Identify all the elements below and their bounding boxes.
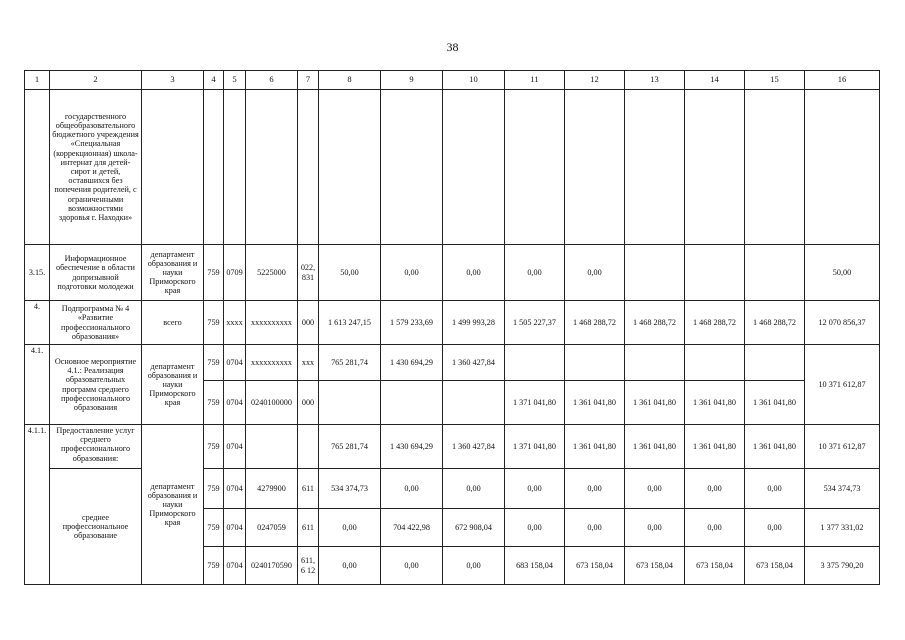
header-cell: 5: [224, 71, 246, 90]
header-row: [25, 71, 880, 90]
row-name: среднее профессиональное образование: [50, 469, 142, 585]
row-name: государственного общеобразовательного бюджетного учреждения «Специальная (коррекционная) школа-интернат для детей-сирот и детей, оставшихся без попечения родителей, с ограниченными возможностями здоровья г. Находки»: [50, 90, 142, 245]
row-executor: департамент образования и науки Приморского края: [142, 345, 204, 425]
row-name: Подпрограмма № 4 «Развитие профессионального образования»: [50, 301, 142, 345]
header-cell: 3: [142, 71, 204, 90]
header-cell: 8: [319, 71, 381, 90]
header-cell: 13: [625, 71, 685, 90]
row-name: Основное мероприятие 4.1.: Реализация образовательных программ среднего профессионального образования: [50, 345, 142, 425]
header-cell: 9: [381, 71, 443, 90]
table-row-3-15: 3.15. Информационное обеспечение в области допризывной подготовки молодежи департамент образования и науки Приморского края 759 0709 5225000 022, 831 50,00 0,00 0,00 0,00 0,00 50,00: [25, 245, 880, 301]
row-name: Информационное обеспечение в области допризывной подготовки молодежи: [50, 245, 142, 301]
header-cell: 14: [685, 71, 745, 90]
header-cell: 11: [505, 71, 565, 90]
header-cell: 7: [298, 71, 319, 90]
row-number: 4.1.: [25, 345, 50, 425]
table-row-4: 4. Подпрограмма № 4 «Развитие профессионального образования» всего 759 хххх хххххххххх 000 1 613 247,15 1 579 233,69 1 499 993,28 1 505 227,37 1 468 288,72 1 468 288,72 1 468 288,72 1 468 288,72 12 070 856,37: [25, 301, 880, 345]
row-number: 4.: [25, 301, 50, 345]
table-row-4-1-1: 4.1.1. Предоставление услуг среднего профессионального образования: департамент образования и науки Приморского края 759 0704 765 281,74 1 430 694,29 1 360 427,84 1 371 041,80 1 361 041,80 1 361 041,80 1 361 041,80 1 361 041,80 10 371 612,87: [25, 425, 880, 469]
row-executor: всего: [142, 301, 204, 345]
table-row-spo-3: 759 0704 0240170590 611,6 12 0,00 0,00 0,00 683 158,04 673 158,04 673 158,04 673 158,04 673 158,04 3 375 790,20: [25, 547, 880, 585]
table-row-continuation: [25, 90, 880, 245]
header-cell: 12: [565, 71, 625, 90]
row-name: Предоставление услуг среднего профессионального образования:: [50, 425, 142, 469]
row-number: 4.1.1.: [25, 425, 50, 585]
header-cell: 6: [246, 71, 298, 90]
row-executor: департамент образования и науки Приморского края: [142, 245, 204, 301]
table-row-spo-2: 759 0704 0247059 611 0,00 704 422,98 672 908,04 0,00 0,00 0,00 0,00 0,00 1 377 331,02: [25, 509, 880, 547]
table-row-4-1-b: 759 0704 0240100000 000 1 371 041,80 1 361 041,80 1 361 041,80 1 361 041,80 1 361 041,80: [25, 381, 880, 425]
header-cell: 2: [50, 71, 142, 90]
budget-table: [24, 70, 880, 585]
table-row-spo-1: среднее профессиональное образование 759 0704 4279900 611 534 374,73 0,00 0,00 0,00 0,00 0,00 0,00 0,00 534 374,73: [25, 469, 880, 509]
header-cell: 15: [745, 71, 805, 90]
row-executor: департамент образования и науки Приморского края: [142, 425, 204, 585]
header-cell: 16: [805, 71, 880, 90]
header-cell: 10: [443, 71, 505, 90]
row-total: 10 371 612,87: [805, 345, 880, 425]
page-number: 38: [446, 40, 459, 54]
header-cell: 4: [204, 71, 224, 90]
header-cell: 1: [25, 71, 50, 90]
table-row-4-1: 4.1. Основное мероприятие 4.1.: Реализация образовательных программ среднего профессионального образования департамент образования и науки Приморского края 759 0704 хххххххххх ххх 765 281,74 1 430 694,29 1 360 427,84 10 371 612,87: [25, 345, 880, 381]
row-number: 3.15.: [25, 245, 50, 301]
